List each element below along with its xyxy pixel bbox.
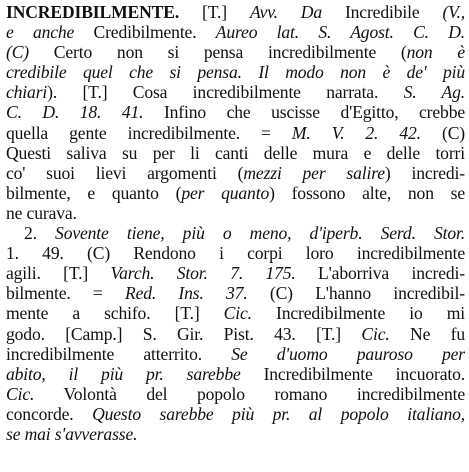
entry-text: Questi saliva su per li canti delle mura e delle torri [6, 142, 465, 163]
entry-text: incredibilmente atterrito. [6, 343, 232, 364]
entry-text: non è [406, 42, 465, 63]
entry-text: Infino che uscisse d'Egitto, crebbe [143, 102, 465, 123]
entry-line [6, 2, 465, 22]
entry-text: mezzi per salire [243, 162, 385, 183]
entry-text: Ne fu [389, 323, 465, 344]
entry-line [6, 324, 465, 344]
entry-text: Sovente tiene, più o meno, d'iperb. Serd. Stor. [55, 223, 465, 244]
entry-text: Avv. Da [249, 2, 345, 22]
entry-text: 2. [24, 223, 56, 244]
entry-text: L'aborriva incredi- [295, 263, 465, 284]
entry-text: Incredibilmente incuorato. [240, 363, 465, 384]
entry-text: se mai s'avverasse. [6, 423, 138, 444]
entry-text: co' suoi lievi argomenti ( [6, 162, 244, 183]
entry-line [6, 62, 465, 82]
entry-text: (C) [420, 122, 465, 143]
entry-line [6, 303, 465, 323]
entry-text: (C) [6, 42, 30, 63]
entry-text: Credibilmente [93, 22, 193, 43]
entry-line [6, 183, 465, 203]
entry-line [6, 344, 465, 364]
entry-text: (C) L'hanno incredibil- [247, 283, 465, 304]
entry-text: S. Ag. [403, 82, 465, 103]
entry-text: Incredibilmente io mi [251, 303, 465, 324]
entry-text: C. D. 18. 41. [6, 102, 144, 123]
entry-line [6, 163, 465, 183]
entry-text: mente a schifo. [T.] [6, 303, 224, 324]
entry-text: concorde. [6, 403, 93, 424]
entry-text: 1. 49. (C) Rendono i corpi loro incredibilmente [6, 243, 465, 264]
entry-line [6, 102, 465, 122]
entry-line [6, 283, 465, 303]
entry-text: credibile quel che si pensa. Il modo non è de' più [6, 62, 465, 83]
entry-text: Questo sarebbe più pr. al popolo italiano, [92, 403, 465, 424]
entry-line [6, 424, 465, 444]
entry-text: ). [T.] Cosa incredibilmente narrata. [47, 82, 404, 103]
entry-line [6, 42, 465, 62]
entry-text: ) incredi- [384, 162, 465, 183]
entry-text: (V., [419, 2, 465, 22]
entry-line [6, 384, 465, 404]
entry-text: Incredibile [344, 2, 420, 22]
entry-text: abito, il più pr. sarebbe [6, 363, 241, 384]
entry-text: agili. [T.] [6, 263, 111, 284]
entry-text: Cic. [223, 303, 252, 324]
entry-line [6, 143, 465, 163]
entry-text: Varch. Stor. 7. 175. [110, 263, 296, 284]
entry-text: M. V. 2. 42. [291, 122, 421, 143]
entry-text: [T.] [179, 2, 250, 22]
entry-text: chiari [6, 82, 48, 103]
entry-text: quella gente incredibilmente. = [6, 122, 292, 143]
entry-text: Aureo lat. S. Agost. C. D. [215, 22, 465, 43]
headword: INCREDIBILMENTE. [6, 2, 180, 22]
entry-text: bilmente, e quanto ( [6, 182, 182, 203]
entry-line [6, 203, 465, 223]
entry-text: Red. Ins. 37. [124, 283, 248, 304]
entry-line [6, 22, 465, 42]
entry-text: . [192, 22, 216, 43]
entry-text: Certo non si pensa incredibilmente ( [29, 42, 407, 63]
entry-text: ) fossono alte, non se [269, 182, 465, 203]
entry-line [6, 82, 465, 102]
entry-text: bilmente. = [6, 283, 125, 304]
entry-line [6, 223, 465, 243]
entry-text: Cic. [6, 383, 35, 404]
entry-line [6, 243, 465, 263]
dictionary-entry [6, 2, 465, 444]
entry-text: Se d'uomo pauroso per [231, 343, 465, 364]
entry-line [6, 404, 465, 424]
entry-text: ne curava. [6, 202, 77, 223]
entry-text: Cic. [361, 323, 390, 344]
entry-text: godo. [Camp.] S. Gir. Pist. 43. [T.] [6, 323, 362, 344]
entry-text: per quanto [181, 182, 270, 203]
entry-text: e anche [6, 22, 94, 43]
entry-line [6, 364, 465, 384]
entry-line [6, 263, 465, 283]
entry-line [6, 123, 465, 143]
entry-text: Volontà del popolo romano incredibilmente [34, 383, 465, 404]
